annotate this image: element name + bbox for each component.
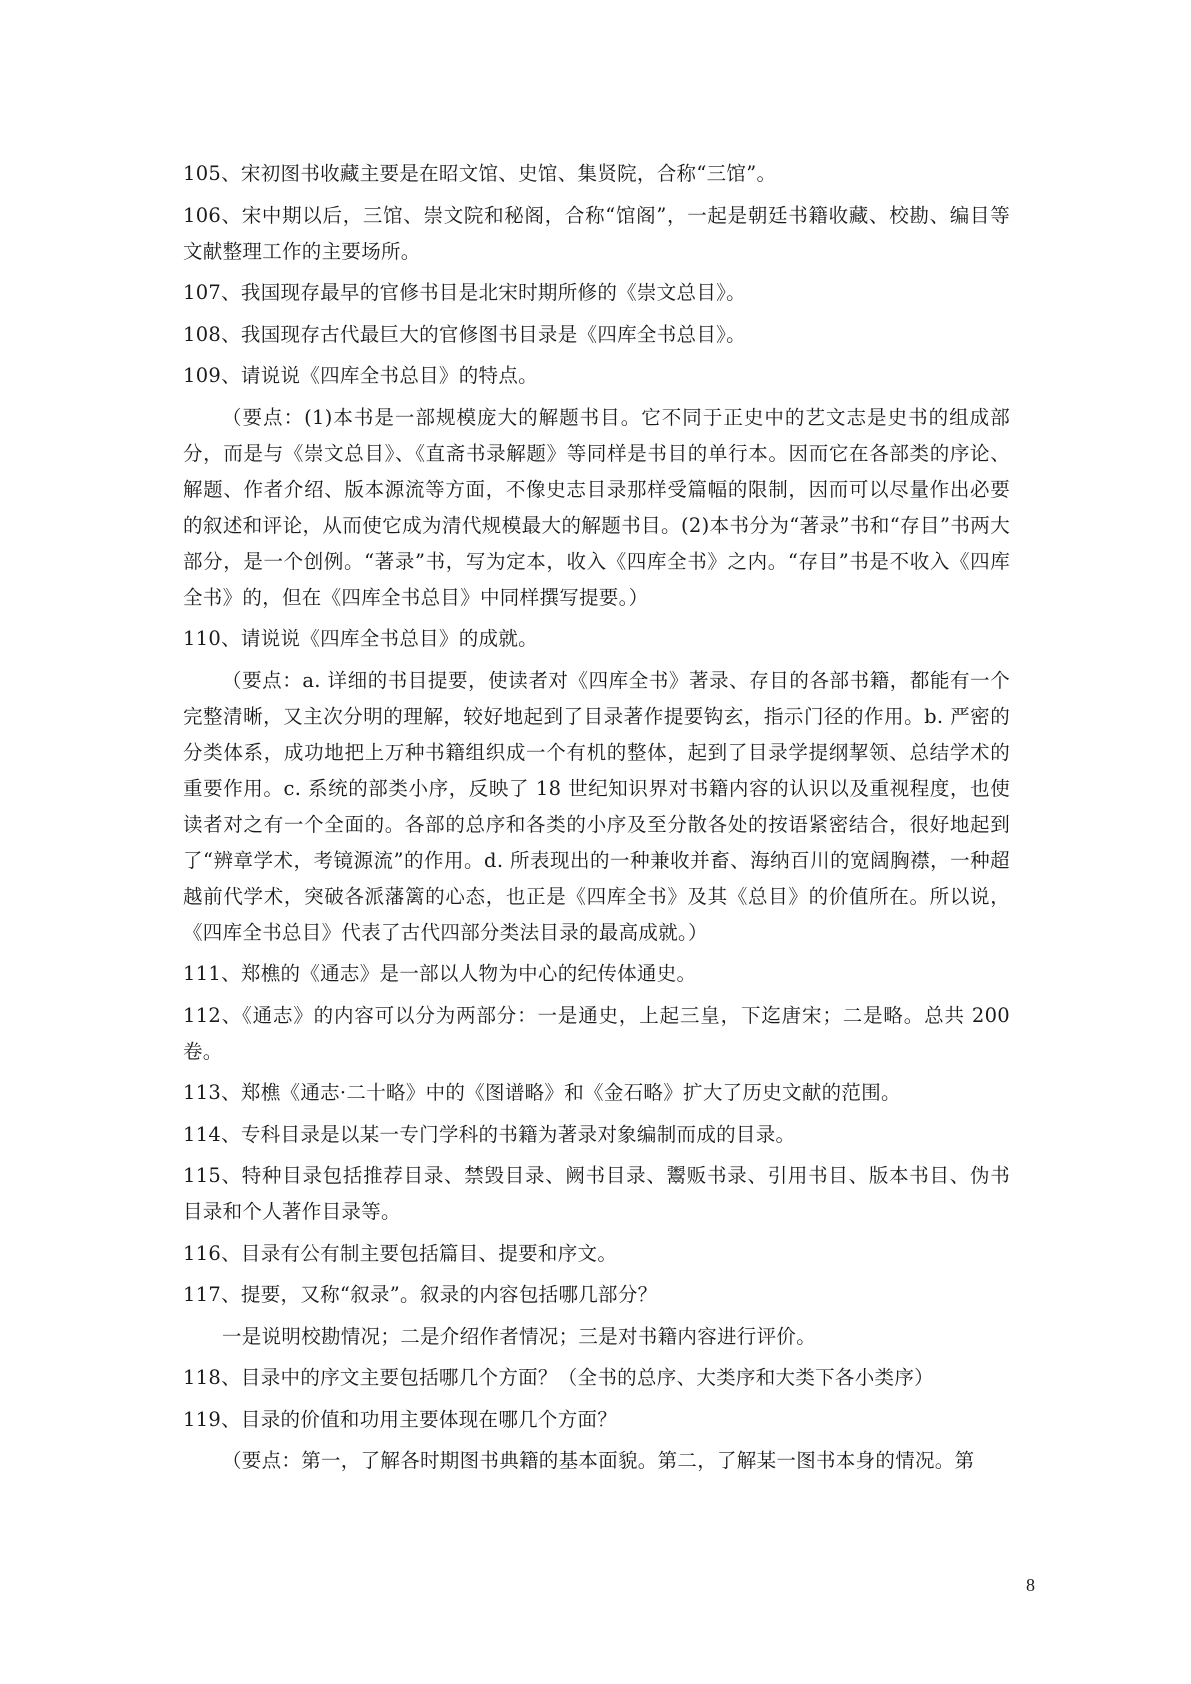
- item-112: 112、《通志》的内容可以分为两部分：一是通史，上起三皇，下迄唐宋；二是略。总共 200 卷。: [183, 1003, 1010, 1063]
- item-110-answer: （要点：a. 详细的书目提要，使读者对《四库全书》著录、存目的各部书籍，都能有一个完整清晰，又主次分明的理解，较好地起到了目录著作提要钩玄，指示门径的作用。b. 严密的分类体系，成功地把上万种书籍组织成一个有机的整体，起到了目录学提纲挈领、总结学术的重要作用。c. 系统的部类小序，反映了 18 世纪知识界对书籍内容的认识以及重视程度，也使读者对之有一个全面的。各部的总序和各类的小序及至分散各处的按语紧密结合，很好地起到了“辨章学术，考镜源流”的作用。d. 所表现出的一种兼收并畜、海纳百川的宽阔胸襟，一种超越前代学术，突破各派藩篱的心态，也正是《四库全书》及其《总目》的价值所在。所以说，《四库全书总目》代表了古代四部分类法目录的最高成就。）: [183, 668, 1010, 944]
- item-109-question: 109、请说说《四库全书总目》的特点。: [183, 364, 538, 387]
- item-118: 118、目录中的序文主要包括哪几个方面？（全书的总序、大类序和大类下各小类序）: [183, 1366, 934, 1389]
- item-111: 111、郑樵的《通志》是一部以人物为中心的纪传体通史。: [183, 962, 697, 985]
- item-114: 114、专科目录是以某一专门学科的书籍为著录对象编制而成的目录。: [183, 1122, 796, 1146]
- item-106: 106、宋中期以后，三馆、崇文院和秘阁，合称“馆阁”，一起是朝廷书籍收藏、校勘、编目等文献整理工作的主要场所。: [183, 203, 1010, 263]
- item-117-answer: 一是说明校勘情况；二是介绍作者情况；三是对书籍内容进行评价。: [222, 1324, 817, 1348]
- item-109-answer: （要点：(1)本书是一部规模庞大的解题书目。它不同于正史中的艺文志是史书的组成部分，而是与《崇文总目》、《直斋书录解题》等同样是书目的单行本。因而它在各部类的序论、解题、作者介绍、版本源流等方面，不像史志目录那样受篇幅的限制，因而可以尽量作出必要的叙述和评论，从而使它成为清代规模最大的解题书目。(2)本书分为“著录”书和“存目”书两大部分，是一个创例。“著录”书，写为定本，收入《四库全书》之内。“存目”书是不收入《四库全书》的，但在《四库全书总目》中同样撰写提要。）: [183, 405, 1010, 609]
- item-119-question: 119、目录的价值和功用主要体现在哪几个方面？: [183, 1407, 618, 1431]
- page-body: [183, 156, 1010, 1485]
- item-119-answer: （要点：第一，了解各时期图书典籍的基本面貌。第二，了解某一图书本身的情况。第: [222, 1449, 975, 1472]
- item-107: 107、我国现存最早的官修书目是北宋时期所修的《崇文总目》。: [183, 281, 746, 304]
- item-110-question: 110、请说说《四库全书总目》的成就。: [183, 627, 538, 650]
- item-116: 116、目录有公有制主要包括篇目、提要和序文。: [183, 1241, 618, 1265]
- item-108: 108、我国现存古代最巨大的官修图书目录是《四库全书总目》。: [183, 322, 746, 346]
- page-number: 8: [1026, 1575, 1035, 1595]
- item-115: 115、特种目录包括推荐目录、禁毁目录、阙书目录、鬻贩书录、引用书目、版本书目、伪书目录和个人著作目录等。: [183, 1164, 1010, 1223]
- item-117-question: 117、提要，又称“叙录”。叙录的内容包括哪几部分？: [183, 1283, 658, 1306]
- item-113: 113、郑樵《通志·二十略》中的《图谱略》和《金石略》扩大了历史文献的范围。: [183, 1081, 901, 1104]
- item-105: 105、宋初图书收藏主要是在昭文馆、史馆、集贤院，合称“三馆”。: [183, 162, 777, 185]
